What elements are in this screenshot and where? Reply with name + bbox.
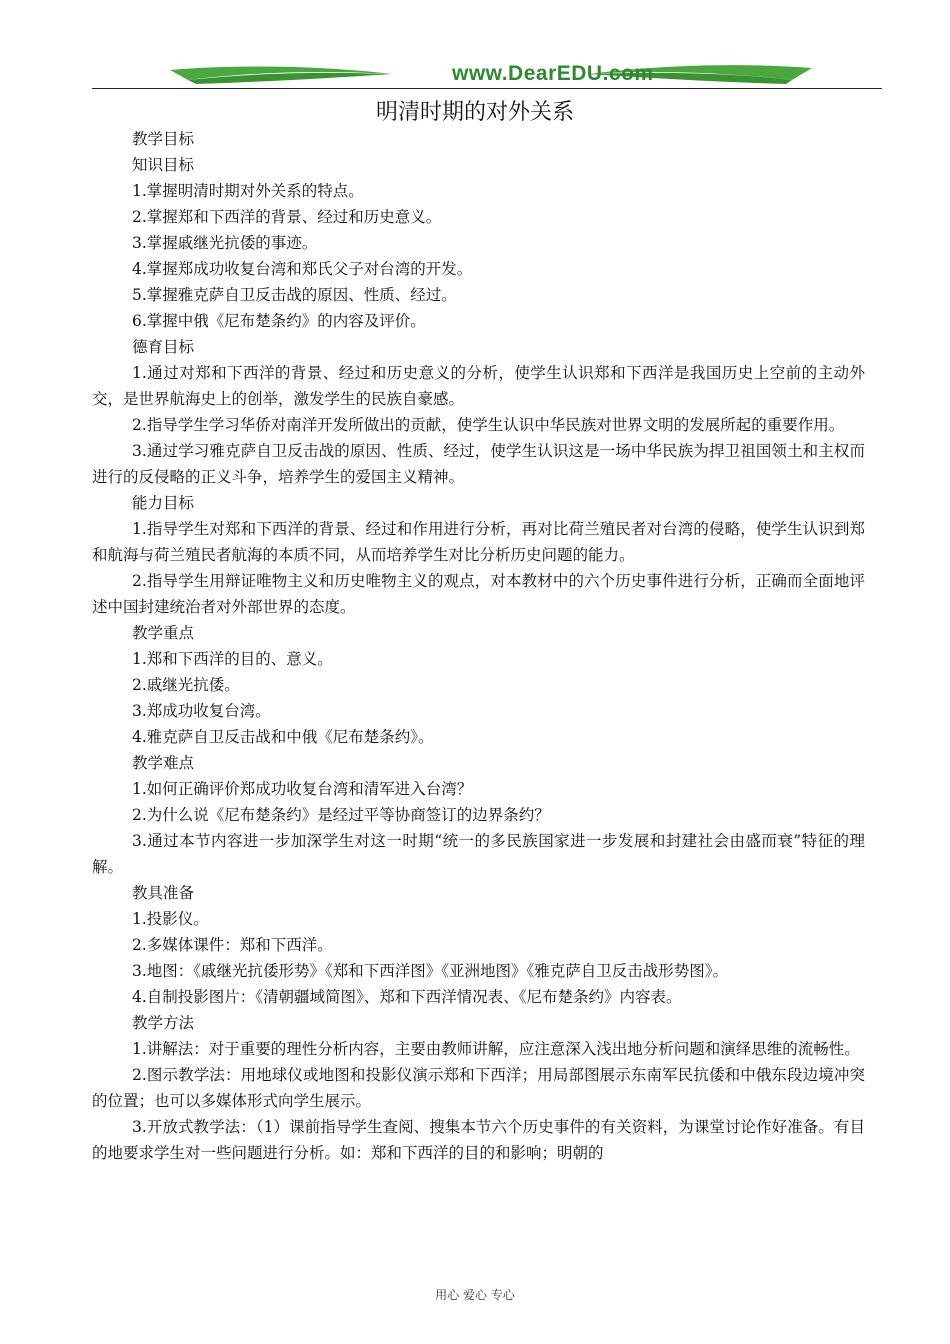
paragraph: 1.讲解法：对于重要的理性分析内容，主要由教师讲解，应注意深入浅出地分析问题和演绎思维的流畅性。 <box>132 1040 860 1058</box>
paragraph: 教具准备 <box>132 884 195 902</box>
header-rule <box>92 88 882 89</box>
paragraph: 3.地图：《戚继光抗倭形势》《郑和下西洋图》《亚洲地图》《雅克萨自卫反击战形势图》。 <box>132 962 729 980</box>
paragraph: 德育目标 <box>132 338 195 356</box>
document-body <box>92 126 865 1166</box>
page-title: 明清时期的对外关系 <box>375 100 574 125</box>
paragraph: 3.通过学习雅克萨自卫反击战的原因、性质、经过，使学生认识这是一场中华民族为捍卫祖国领土和主权而进行的反侵略的正义斗争，培养学生的爱国主义精神。 <box>92 442 865 486</box>
paragraph: 6.掌握中俄《尼布楚条约》的内容及评价。 <box>132 312 426 330</box>
paragraph: 1.掌握明清时期对外关系的特点。 <box>132 182 364 200</box>
paragraph: 1.通过对郑和下西洋的背景、经过和历史意义的分析，使学生认识郑和下西洋是我国历史上空前的主动外交，是世界航海史上的创举，激发学生的民族自豪感。 <box>92 364 865 408</box>
paragraph: 2.戚继光抗倭。 <box>132 676 240 694</box>
paragraph: 2.掌握郑和下西洋的背景、经过和历史意义。 <box>132 208 442 226</box>
paragraph: 3.掌握戚继光抗倭的事迹。 <box>132 234 318 252</box>
paragraph: 1.如何正确评价郑成功收复台湾和清军进入台湾？ <box>132 780 473 798</box>
page-footer: 用心 爱心 专心 <box>435 1288 515 1302</box>
paragraph: 教学重点 <box>132 624 195 642</box>
paragraph: 2.为什么说《尼布楚条约》是经过平等协商签订的边界条约？ <box>132 806 550 824</box>
paragraph: 1.郑和下西洋的目的、意义。 <box>132 650 333 668</box>
paragraph: 4.雅克萨自卫反击战和中俄《尼布楚条约》。 <box>132 728 434 746</box>
paragraph: 3.开放式教学法：（1）课前指导学生查阅、搜集本节六个历史事件的有关资料，为课堂讨论作好准备。有目的地要求学生对一些问题进行分析。如：郑和下西洋的目的和影响；明朝的 <box>92 1118 865 1162</box>
paragraph: 教学方法 <box>132 1014 195 1032</box>
paragraph: 知识目标 <box>132 156 195 174</box>
paragraph: 教学难点 <box>132 754 195 772</box>
paragraph: 4.掌握郑成功收复台湾和郑氏父子对台湾的开发。 <box>132 260 473 278</box>
paragraph: 2.图示教学法：用地球仪或地图和投影仪演示郑和下西洋；用局部图展示东南军民抗倭和中俄东段边境冲突的位置；也可以多媒体形式向学生展示。 <box>92 1066 865 1110</box>
paragraph: 3.郑成功收复台湾。 <box>132 702 271 720</box>
paragraph: 5.掌握雅克萨自卫反击战的原因、性质、经过。 <box>132 286 457 304</box>
paragraph: 1.指导学生对郑和下西洋的背景、经过和作用进行分析，再对比荷兰殖民者对台湾的侵略，使学生认识到郑和航海与荷兰殖民者航海的本质不同，从而培养学生对比分析历史问题的能力。 <box>92 520 865 564</box>
paragraph: 能力目标 <box>132 494 195 512</box>
paragraph: 2.多媒体课件：郑和下西洋。 <box>132 936 333 954</box>
site-header-banner <box>92 58 882 92</box>
site-brand: www.DearEDU.com <box>452 62 654 85</box>
paragraph: 2.指导学生学习华侨对南洋开发所做出的贡献，使学生认识中华民族对世界文明的发展所起的重要作用。 <box>132 416 845 434</box>
paragraph: 2.指导学生用辩证唯物主义和历史唯物主义的观点，对本教材中的六个历史事件进行分析，正确而全面地评述中国封建统治者对外部世界的态度。 <box>92 572 865 616</box>
paragraph: 教学目标 <box>132 130 195 148</box>
paragraph: 1.投影仪。 <box>132 910 209 928</box>
paragraph: 3.通过本节内容进一步加深学生对这一时期“统一的多民族国家进一步发展和封建社会由盛而衰”特征的理解。 <box>92 832 865 876</box>
paragraph: 4.自制投影图片：《清朝疆域简图》、郑和下西洋情况表、《尼布楚条约》内容表。 <box>132 988 682 1006</box>
